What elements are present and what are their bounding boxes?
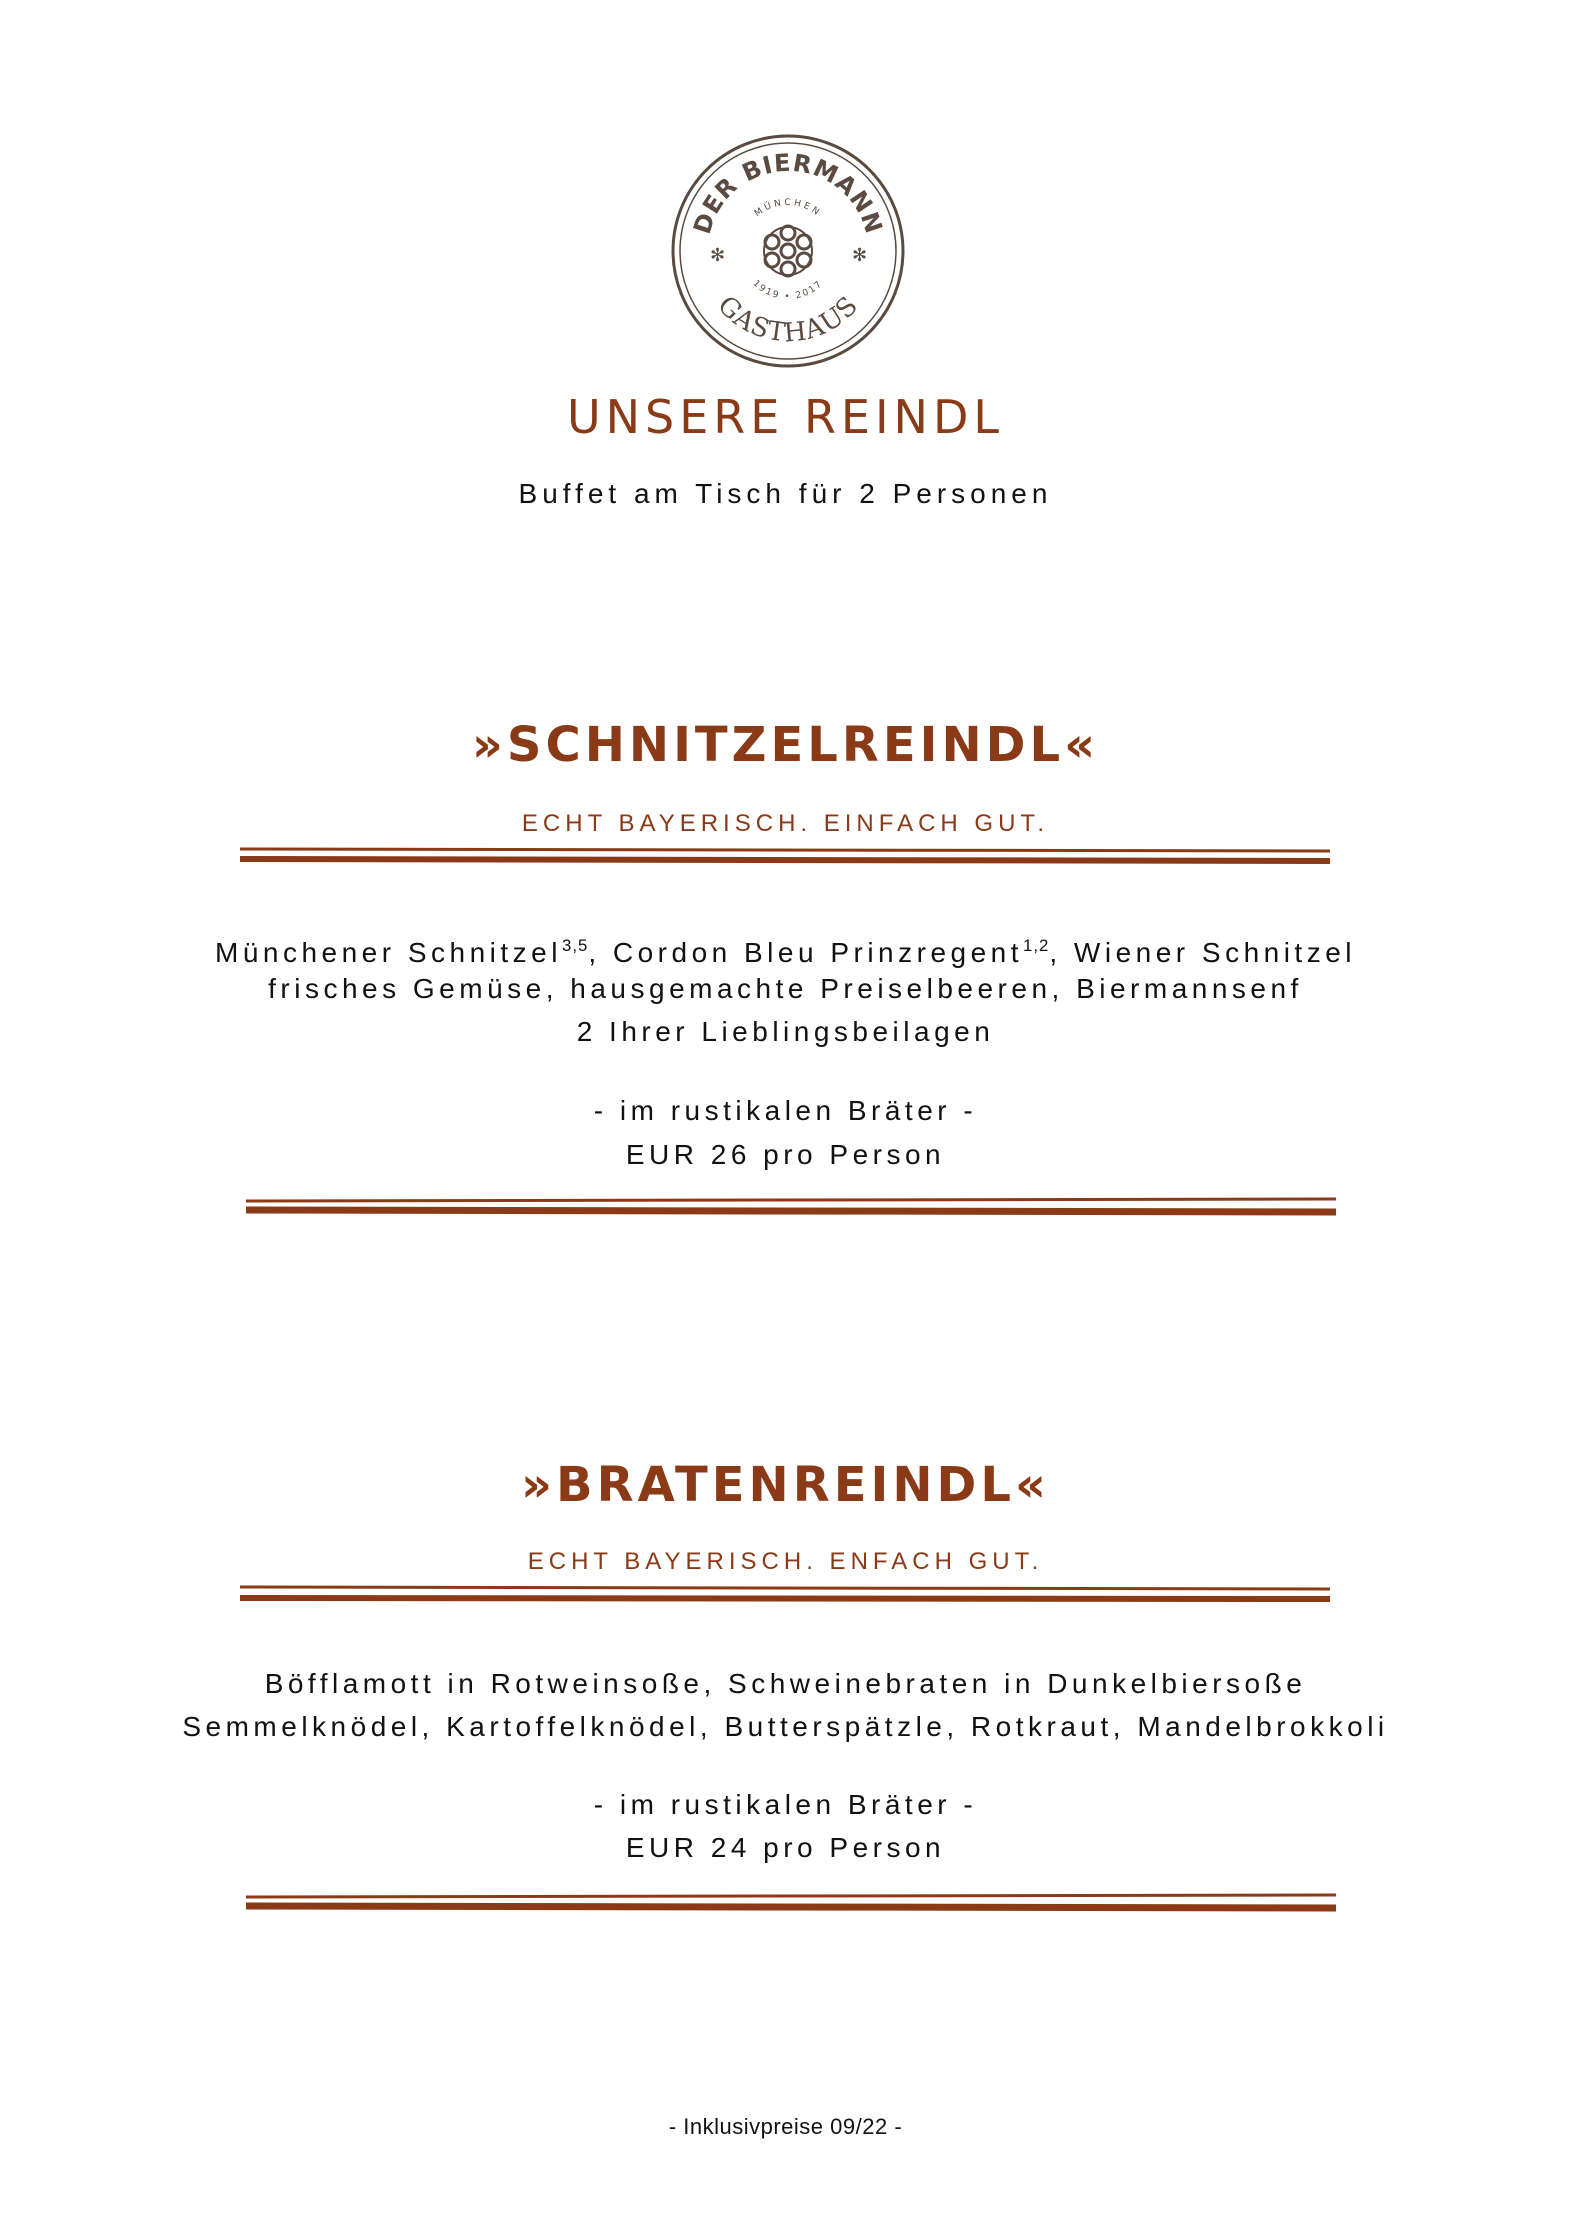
divider-rule — [238, 1584, 1332, 1608]
serving-note: - im rustikalen Bräter - — [593, 1789, 978, 1820]
section-tagline: ECHT BAYERISCH. EINFACH GUT. — [521, 810, 1050, 837]
svg-text:1919 • 2017 — [751, 279, 826, 302]
footer-note: - Inklusivpreise 09/22 - — [668, 2114, 903, 2139]
divider-rule — [244, 1892, 1338, 1918]
section-title-schnitzelreindl: »SCHNITZELREINDL« — [471, 717, 1100, 773]
logo-text-top: DER BIERMANN — [687, 148, 889, 238]
price: EUR 26 pro Person — [625, 1139, 946, 1170]
price: EUR 24 pro Person — [625, 1832, 946, 1863]
gasthaus-logo — [670, 133, 906, 369]
page-title: UNSERE REINDL — [566, 390, 1005, 444]
serving-note: - im rustikalen Bräter - — [593, 1095, 978, 1126]
logo-star-left-icon: ✻ — [710, 245, 726, 266]
logo-text-city: MÜNCHEN — [752, 197, 824, 220]
section-tagline: ECHT BAYERISCH. ENFACH GUT. — [527, 1548, 1044, 1575]
logo-text-years: 1919 • 2017 — [750, 278, 826, 302]
dish-line: Semmelknödel, Kartoffelknödel, Butterspätzle, Rotkraut, Mandelbrokkoli — [182, 1711, 1389, 1742]
dish-line: 2 Ihrer Lieblingsbeilagen — [576, 1016, 995, 1047]
logo-text-bottom: GASTHAUS — [711, 290, 865, 349]
divider-rule — [238, 846, 1332, 870]
section-title-bratenreindl: »BRATENREINDL« — [521, 1457, 1050, 1513]
page-subtitle: Buffet am Tisch für 2 Personen — [518, 478, 1053, 509]
dish-line: Böfflamott in Rotweinsoße, Schweinebraten in Dunkelbiersoße — [264, 1668, 1307, 1699]
dish-line: Münchener Schnitzel$^{3,5}$, Cordon Bleu Prinzregent$^{1,2}$, Wiener Schnitzel — [215, 936, 1356, 968]
svg-text:MÜNCHEN — [753, 198, 823, 219]
logo-star-right-icon: ✻ — [852, 245, 868, 266]
svg-text:DER BIERMANN — [688, 149, 888, 238]
logo-emblem-icon — [764, 226, 812, 276]
dish-line: frisches Gemüse, hausgemachte Preiselbeeren, Biermannsenf — [268, 973, 1303, 1004]
divider-rule — [244, 1196, 1338, 1222]
